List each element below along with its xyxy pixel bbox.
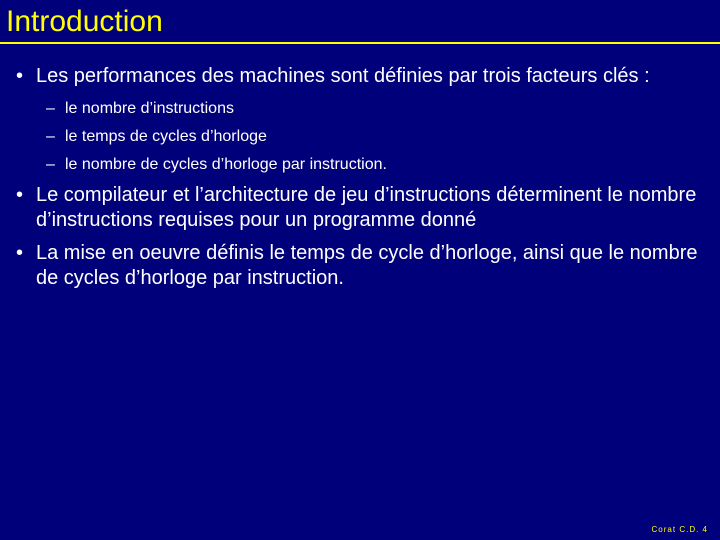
bullet-item xyxy=(16,64,716,89)
dash-icon: – xyxy=(46,100,55,117)
sub-bullet-text: le temps de cycles d’horloge xyxy=(65,128,267,145)
bullet-item xyxy=(16,183,716,233)
sub-bullet-text: le nombre d’instructions xyxy=(65,100,234,117)
bullet-dot-icon: • xyxy=(16,65,24,87)
sub-bullet-text: le nombre de cycles d’horloge par instruction. xyxy=(65,156,387,173)
dash-icon: – xyxy=(46,156,55,173)
bullet-dot-icon: • xyxy=(16,242,24,264)
sub-bullet-item xyxy=(46,155,716,175)
bullet-text: La mise en oeuvre définis le temps de cycle d’horloge, ainsi que le nombre de cycles d’horloge par instruction. xyxy=(36,242,698,289)
slide-body xyxy=(16,64,716,299)
bullet-item xyxy=(16,241,716,291)
slide-footer: Corat C.D. 4 xyxy=(651,525,708,534)
slide-title: Introduction xyxy=(6,5,163,38)
sub-bullet-item xyxy=(46,127,716,147)
dash-icon: – xyxy=(46,128,55,145)
sub-bullet-list xyxy=(46,99,716,175)
sub-bullet-item xyxy=(46,99,716,119)
title-underline xyxy=(0,42,720,44)
bullet-text: Le compilateur et l’architecture de jeu d’instructions déterminent le nombre d’instructions requises pour un programme donné xyxy=(36,184,697,231)
bullet-dot-icon: • xyxy=(16,184,24,206)
bullet-text: Les performances des machines sont définies par trois facteurs clés : xyxy=(36,65,650,87)
